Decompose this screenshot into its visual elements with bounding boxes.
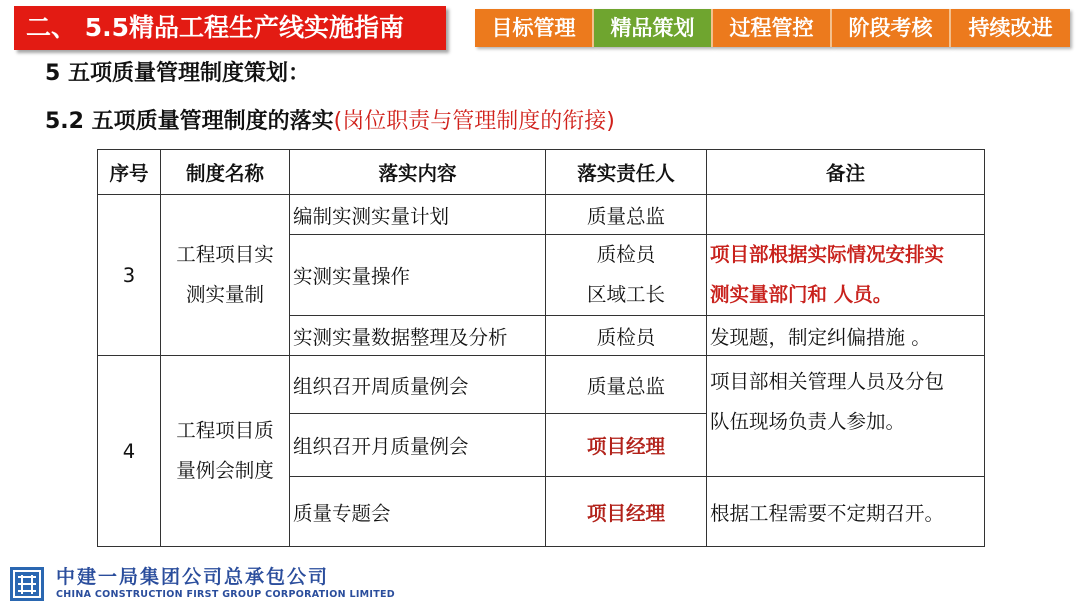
tab-goal-management[interactable]: 目标管理 xyxy=(475,9,594,47)
person-cell-highlight: 项目经理 xyxy=(546,477,707,547)
subsection-heading-note: (岗位职责与管理制度的衔接) xyxy=(333,109,615,134)
remarks-line1: 项目部相关管理人员及分包 xyxy=(710,370,945,393)
person-cell: 质量总监 xyxy=(546,195,707,235)
table-row xyxy=(98,356,985,414)
quality-system-table xyxy=(97,149,985,547)
remarks-highlight-line2: 测实量部门和 人员。 xyxy=(710,283,893,306)
remarks-line2: 队伍现场负责人参加。 xyxy=(710,410,906,433)
person-cell: 质量总监 xyxy=(546,356,707,414)
company-name-cn: 中建一局集团公司总承包公司 xyxy=(56,566,330,588)
cscec-logo-icon xyxy=(10,567,44,601)
system-name-3 xyxy=(161,195,290,356)
system-name-4-line2: 量例会制度 xyxy=(176,459,274,482)
content-cell: 质量专题会 xyxy=(290,477,546,547)
system-name-4-line1: 工程项目质 xyxy=(176,419,274,442)
table-header-row xyxy=(98,150,985,195)
remarks-cell xyxy=(707,356,985,477)
person-line1: 质检员 xyxy=(596,243,656,266)
header-responsible: 落实责任人 xyxy=(546,150,707,195)
subsection-heading-main: 5.2 五项质量管理制度的落实 xyxy=(45,109,334,134)
person-line2: 区域工长 xyxy=(586,283,665,306)
header-no: 序号 xyxy=(98,150,161,195)
person-cell xyxy=(546,235,707,316)
remarks-highlight-line1: 项目部根据实际情况安排实 xyxy=(710,243,945,266)
row-no-3: 3 xyxy=(98,195,161,356)
content-cell: 组织召开月质量例会 xyxy=(290,414,546,477)
remarks-cell: 发现题，制定纠偏措施 。 xyxy=(707,316,985,356)
content-cell: 实测实量操作 xyxy=(290,235,546,316)
remarks-cell-highlight xyxy=(707,235,985,316)
content-cell: 编制实测实量计划 xyxy=(290,195,546,235)
tab-continuous-improvement[interactable]: 持续改进 xyxy=(951,9,1070,47)
remarks-cell: 根据工程需要不定期召开。 xyxy=(707,477,985,547)
subsection-heading xyxy=(45,104,615,135)
top-nav xyxy=(475,9,1070,47)
section-heading: 5 五项质量管理制度策划： xyxy=(45,61,310,86)
page-title: 二、 5.5精品工程生产线实施指南 xyxy=(14,6,446,50)
header-remarks: 备注 xyxy=(707,150,985,195)
table-row xyxy=(98,195,985,235)
person-cell-highlight: 项目经理 xyxy=(546,414,707,477)
tab-stage-assessment[interactable]: 阶段考核 xyxy=(832,9,951,47)
remarks-cell-empty xyxy=(707,195,985,235)
system-name-4 xyxy=(161,356,290,547)
tab-quality-planning[interactable]: 精品策划 xyxy=(594,9,713,47)
content-cell: 组织召开周质量例会 xyxy=(290,356,546,414)
system-name-3-line2: 测实量制 xyxy=(185,283,264,306)
content-cell: 实测实量数据整理及分析 xyxy=(290,316,546,356)
system-name-3-line1: 工程项目实 xyxy=(176,243,274,266)
person-cell: 质检员 xyxy=(546,316,707,356)
tab-process-control[interactable]: 过程管控 xyxy=(713,9,832,47)
row-no-4: 4 xyxy=(98,356,161,547)
company-name-en: CHINA CONSTRUCTION FIRST GROUP CORPORATION LIMITED xyxy=(56,589,395,600)
header-system-name: 制度名称 xyxy=(161,150,290,195)
header-content: 落实内容 xyxy=(290,150,546,195)
